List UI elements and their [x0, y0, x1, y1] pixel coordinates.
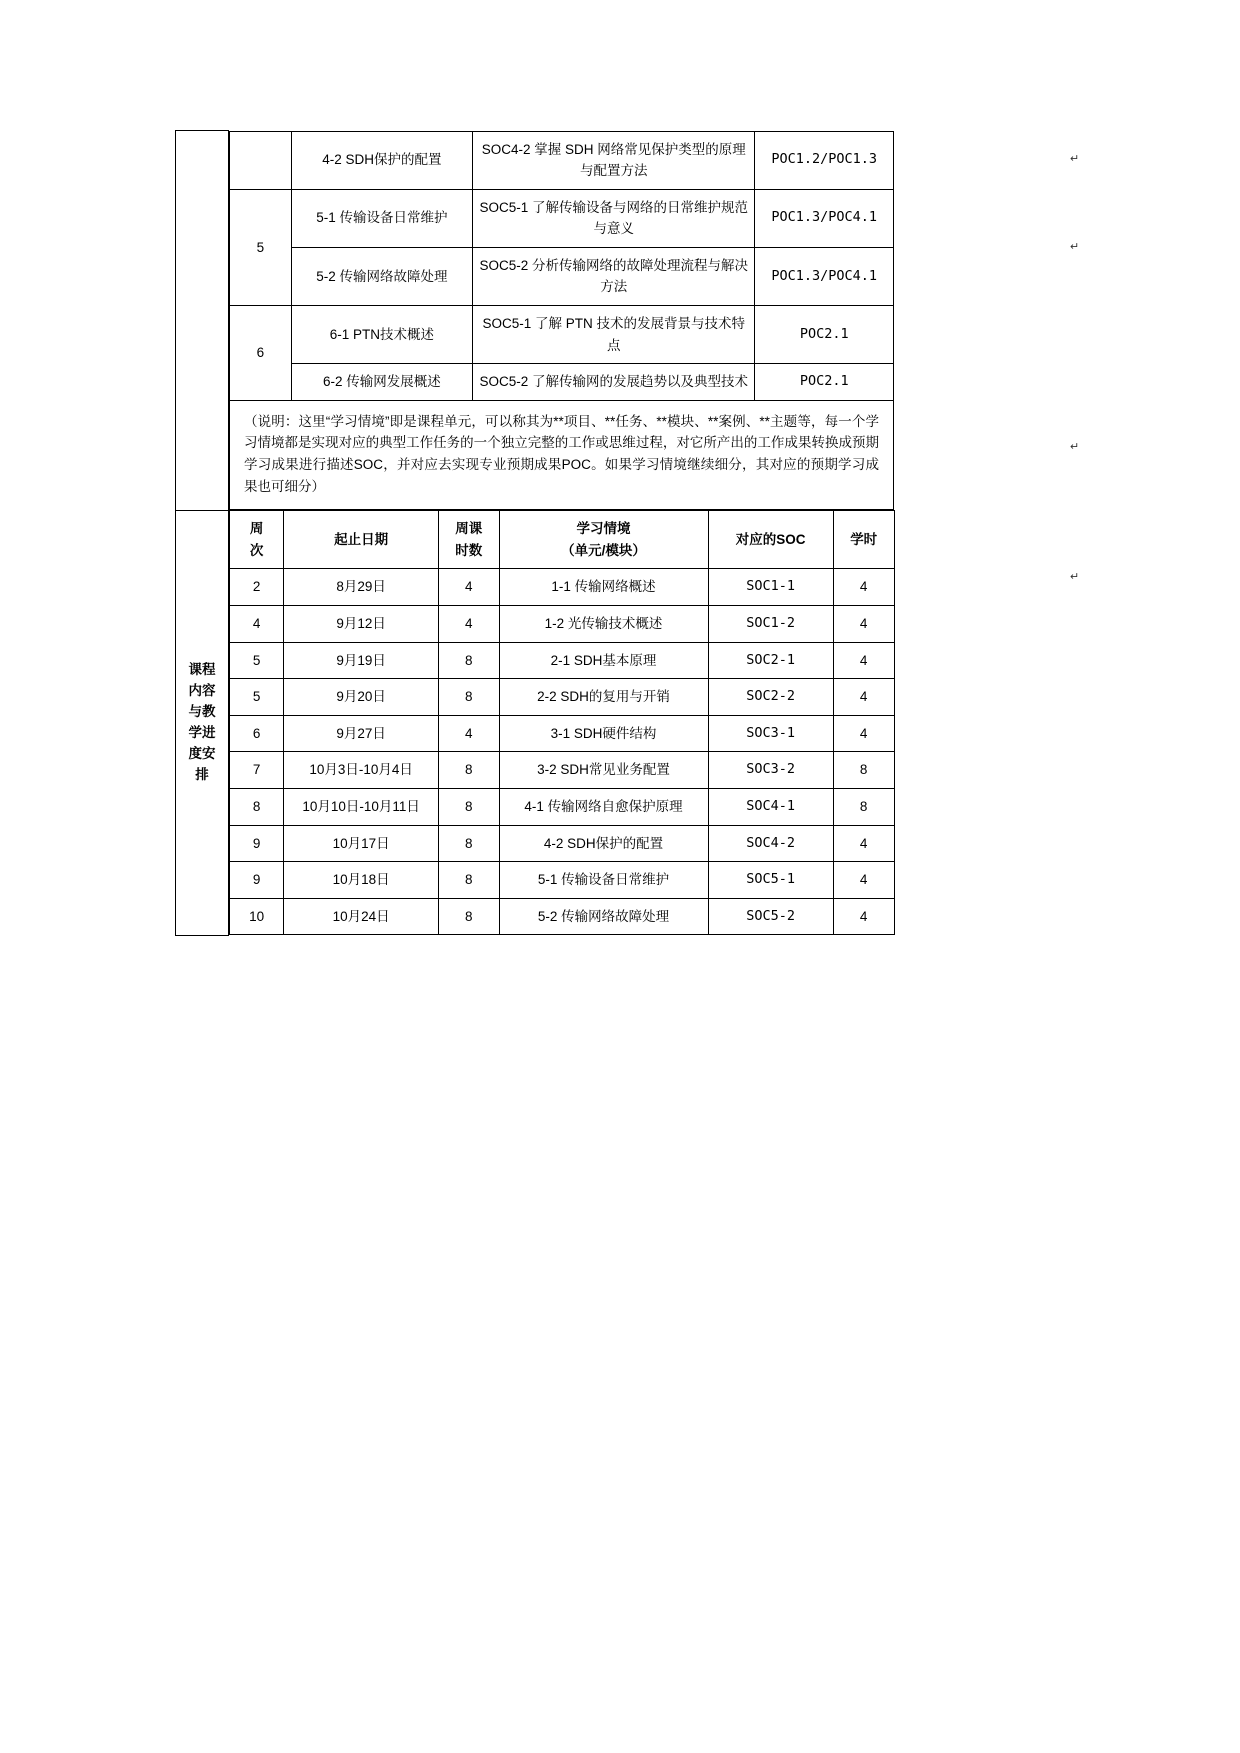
topic-cell: 6-1 PTN技术概述 — [291, 306, 472, 364]
cell-date: 10月18日 — [284, 862, 439, 899]
cell-date: 8月29日 — [284, 569, 439, 606]
cell-date: 9月20日 — [284, 679, 439, 716]
cell-credit: 4 — [833, 642, 894, 679]
poc-cell: POC1.3/POC4.1 — [755, 247, 894, 305]
cell-week: 9 — [230, 825, 284, 862]
cell-soc: SOC1-1 — [708, 569, 833, 606]
table-row — [230, 898, 895, 935]
cell-week: 9 — [230, 862, 284, 899]
topic-cell: 5-2 传输网络故障处理 — [291, 247, 472, 305]
soc-cell: SOC5-1 了解传输设备与网络的日常维护规范与意义 — [473, 189, 755, 247]
topic-cell: 4-2 SDH保护的配置 — [291, 131, 472, 189]
cell-unit: 5-1 传输设备日常维护 — [499, 862, 708, 899]
table-row — [176, 131, 895, 511]
cell-soc: SOC5-1 — [708, 862, 833, 899]
table-row — [230, 715, 895, 752]
cell-unit: 3-1 SDH硬件结构 — [499, 715, 708, 752]
cell-soc: SOC4-2 — [708, 825, 833, 862]
header-soc: 对应的SOC — [708, 511, 833, 569]
cell-date: 9月27日 — [284, 715, 439, 752]
learning-situation-inner-table — [229, 131, 894, 511]
poc-cell: POC1.3/POC4.1 — [755, 189, 894, 247]
cell-date: 10月17日 — [284, 825, 439, 862]
soc-cell: SOC5-1 了解 PTN 技术的发展背景与技术特点 — [473, 306, 755, 364]
cell-unit: 4-1 传输网络自愈保护原理 — [499, 788, 708, 825]
cell-credit: 4 — [833, 569, 894, 606]
table-row — [230, 569, 895, 606]
cell-unit: 5-2 传输网络故障处理 — [499, 898, 708, 935]
document-page: 4-2 SDH保护的配置 SOC4-2 掌握 SDH 网络常见保护类型的原理与配置方法 POC1.2/POC1.3 5 5-1 传输设备日常维护 SOC5-1 了解传输设备与网络的日常维护规范与意义 POC1.3/POC4.1 5-2 传输网络故障处理 SOC5-2 分析传输网络的故障处理流程与解决方法 POC1.3/POC4.1 6 6-1 PTN技术概述 SOC5-1 了解 PTN 技术的发展背景与技术特点 POC2.1 6-2 传输网发展概述 SOC5-2 了解传输网的发展趋势以及典型技术 POC2.1 （说明：这里“学习情境”即是课程单元，可以称其为**项目、**任务、**模块、**案例、**主题等，每一个学习情境都是实现对应的典型工作任务的一个独立完整的工作或思维过程，对它所产出的工作成果转换成预期学习成果进行描述SOC，并对应去实现专业预期成果POC。如果学习情境继续细分，其对应的预期学习成果也可细分） 课程内容与教学进度安排 周 次 起止日期 周课 时数 学习情境 （单元/模块） 对应的SOC 学时 2 8月29日 4 1-1 传输网络概述 SOC1-1 4 4 9月12日 4 1-2 光传输技术概述 SOC1-2 4 5 9月19日 8 2-1 SDH基本原理 SOC2-1 4 5 9月20日 8 2-2 SDH的复用与开销 SOC2-2 4 6 9月27日 4 3-1 SDH硬件结构 SOC3-1 4 7 10月3日-10月4日 8 3-2 SDH常见业务配置 SOC3-2 8 8 10月10日-10月11日 8 4-1 传输网络自愈保护原理 SOC4-1 8 9 10月17日 8 4-2 SDH保护的配置 SOC4-2 4 9 10月18日 8 5-1 传输设备日常维护 SOC5-1 4 10 10月24日 8 5-2 传输网络故障处理 SOC5-2 4 ↵ ↵ ↵ ↵ — [0, 0, 1240, 1753]
cell-soc: SOC2-2 — [708, 679, 833, 716]
cell-unit: 4-2 SDH保护的配置 — [499, 825, 708, 862]
cell-credit: 4 — [833, 862, 894, 899]
explanatory-note-cell — [230, 400, 894, 509]
cell-soc: SOC1-2 — [708, 606, 833, 643]
poc-cell: POC2.1 — [755, 306, 894, 364]
table-row — [230, 306, 894, 364]
cell-soc: SOC2-1 — [708, 642, 833, 679]
cell-weekly-hours: 4 — [438, 569, 499, 606]
table-row — [230, 189, 894, 247]
cell-date: 9月19日 — [284, 642, 439, 679]
table-row — [230, 825, 895, 862]
section-label-course-schedule: 课程内容与教学进度安排 — [176, 510, 229, 935]
cell-date: 10月3日-10月4日 — [284, 752, 439, 789]
cell-weekly-hours: 8 — [438, 642, 499, 679]
cell-week: 8 — [230, 788, 284, 825]
cell-credit: 4 — [833, 606, 894, 643]
cell-unit: 2-1 SDH基本原理 — [499, 642, 708, 679]
cell-soc: SOC3-2 — [708, 752, 833, 789]
soc-cell: SOC5-2 了解传输网的发展趋势以及典型技术 — [473, 364, 755, 401]
cell-unit: 2-2 SDH的复用与开销 — [499, 679, 708, 716]
table-row — [230, 364, 894, 401]
header-learning-unit: 学习情境 （单元/模块） — [499, 511, 708, 569]
table-row — [176, 510, 895, 935]
table-row — [230, 400, 894, 509]
schedule-inner-wrapper — [229, 510, 895, 935]
cell-week: 4 — [230, 606, 284, 643]
cell-weekly-hours: 8 — [438, 752, 499, 789]
table-row — [230, 862, 895, 899]
table-row — [230, 788, 895, 825]
cell-week: 7 — [230, 752, 284, 789]
topic-cell: 6-2 传输网发展概述 — [291, 364, 472, 401]
learning-situation-table — [175, 130, 895, 936]
soc-cell: SOC4-2 掌握 SDH 网络常见保护类型的原理与配置方法 — [473, 131, 755, 189]
document-content — [175, 130, 1075, 936]
cell-week: 5 — [230, 642, 284, 679]
cell-weekly-hours: 8 — [438, 898, 499, 935]
schedule-table — [229, 510, 895, 935]
cell-credit: 4 — [833, 715, 894, 752]
cell-credit: 4 — [833, 825, 894, 862]
outer-left-spacer — [176, 131, 229, 511]
cell-weekly-hours: 8 — [438, 862, 499, 899]
cell-weekly-hours: 8 — [438, 679, 499, 716]
header-credit-hours: 学时 — [833, 511, 894, 569]
unit-number-cell: 5 — [230, 189, 292, 305]
cell-soc: SOC3-1 — [708, 715, 833, 752]
cell-week: 2 — [230, 569, 284, 606]
header-week: 周 次 — [230, 511, 284, 569]
cell-unit: 3-2 SDH常见业务配置 — [499, 752, 708, 789]
cell-weekly-hours: 4 — [438, 606, 499, 643]
explanatory-note-text: （说明：这里“学习情境”即是课程单元，可以称其为**项目、**任务、**模块、**案例、**主题等，每一个学习情境都是实现对应的典型工作任务的一个独立完整的工作或思维过程，对它所产出的工作成果转换成预期学习成果进行描述SOC，并对应去实现专业预期成果POC。如果学习情境继续细分，其对应的预期学习成果也可细分） — [244, 413, 879, 494]
cell-week: 5 — [230, 679, 284, 716]
cell-weekly-hours: 8 — [438, 825, 499, 862]
cell-unit: 1-2 光传输技术概述 — [499, 606, 708, 643]
header-date-range: 起止日期 — [284, 511, 439, 569]
cell-soc: SOC4-1 — [708, 788, 833, 825]
table-row — [230, 752, 895, 789]
header-weekly-hours: 周课 时数 — [438, 511, 499, 569]
cell-credit: 4 — [833, 679, 894, 716]
cell-unit: 1-1 传输网络概述 — [499, 569, 708, 606]
poc-cell: POC2.1 — [755, 364, 894, 401]
poc-cell: POC1.2/POC1.3 — [755, 131, 894, 189]
unit-number-cell: 6 — [230, 306, 292, 401]
cell-credit: 8 — [833, 788, 894, 825]
schedule-header-row — [230, 511, 895, 569]
cell-week: 6 — [230, 715, 284, 752]
learning-situation-inner-wrapper — [229, 131, 895, 511]
table-row — [230, 131, 894, 189]
cell-date: 9月12日 — [284, 606, 439, 643]
soc-cell: SOC5-2 分析传输网络的故障处理流程与解决方法 — [473, 247, 755, 305]
cell-weekly-hours: 8 — [438, 788, 499, 825]
table-row — [230, 642, 895, 679]
table-row — [230, 679, 895, 716]
cell-week: 10 — [230, 898, 284, 935]
cell-credit: 8 — [833, 752, 894, 789]
unit-number-cell — [230, 131, 292, 189]
table-row — [230, 606, 895, 643]
cell-date: 10月24日 — [284, 898, 439, 935]
cell-weekly-hours: 4 — [438, 715, 499, 752]
cell-credit: 4 — [833, 898, 894, 935]
cell-soc: SOC5-2 — [708, 898, 833, 935]
cell-date: 10月10日-10月11日 — [284, 788, 439, 825]
topic-cell: 5-1 传输设备日常维护 — [291, 189, 472, 247]
table-row — [230, 247, 894, 305]
